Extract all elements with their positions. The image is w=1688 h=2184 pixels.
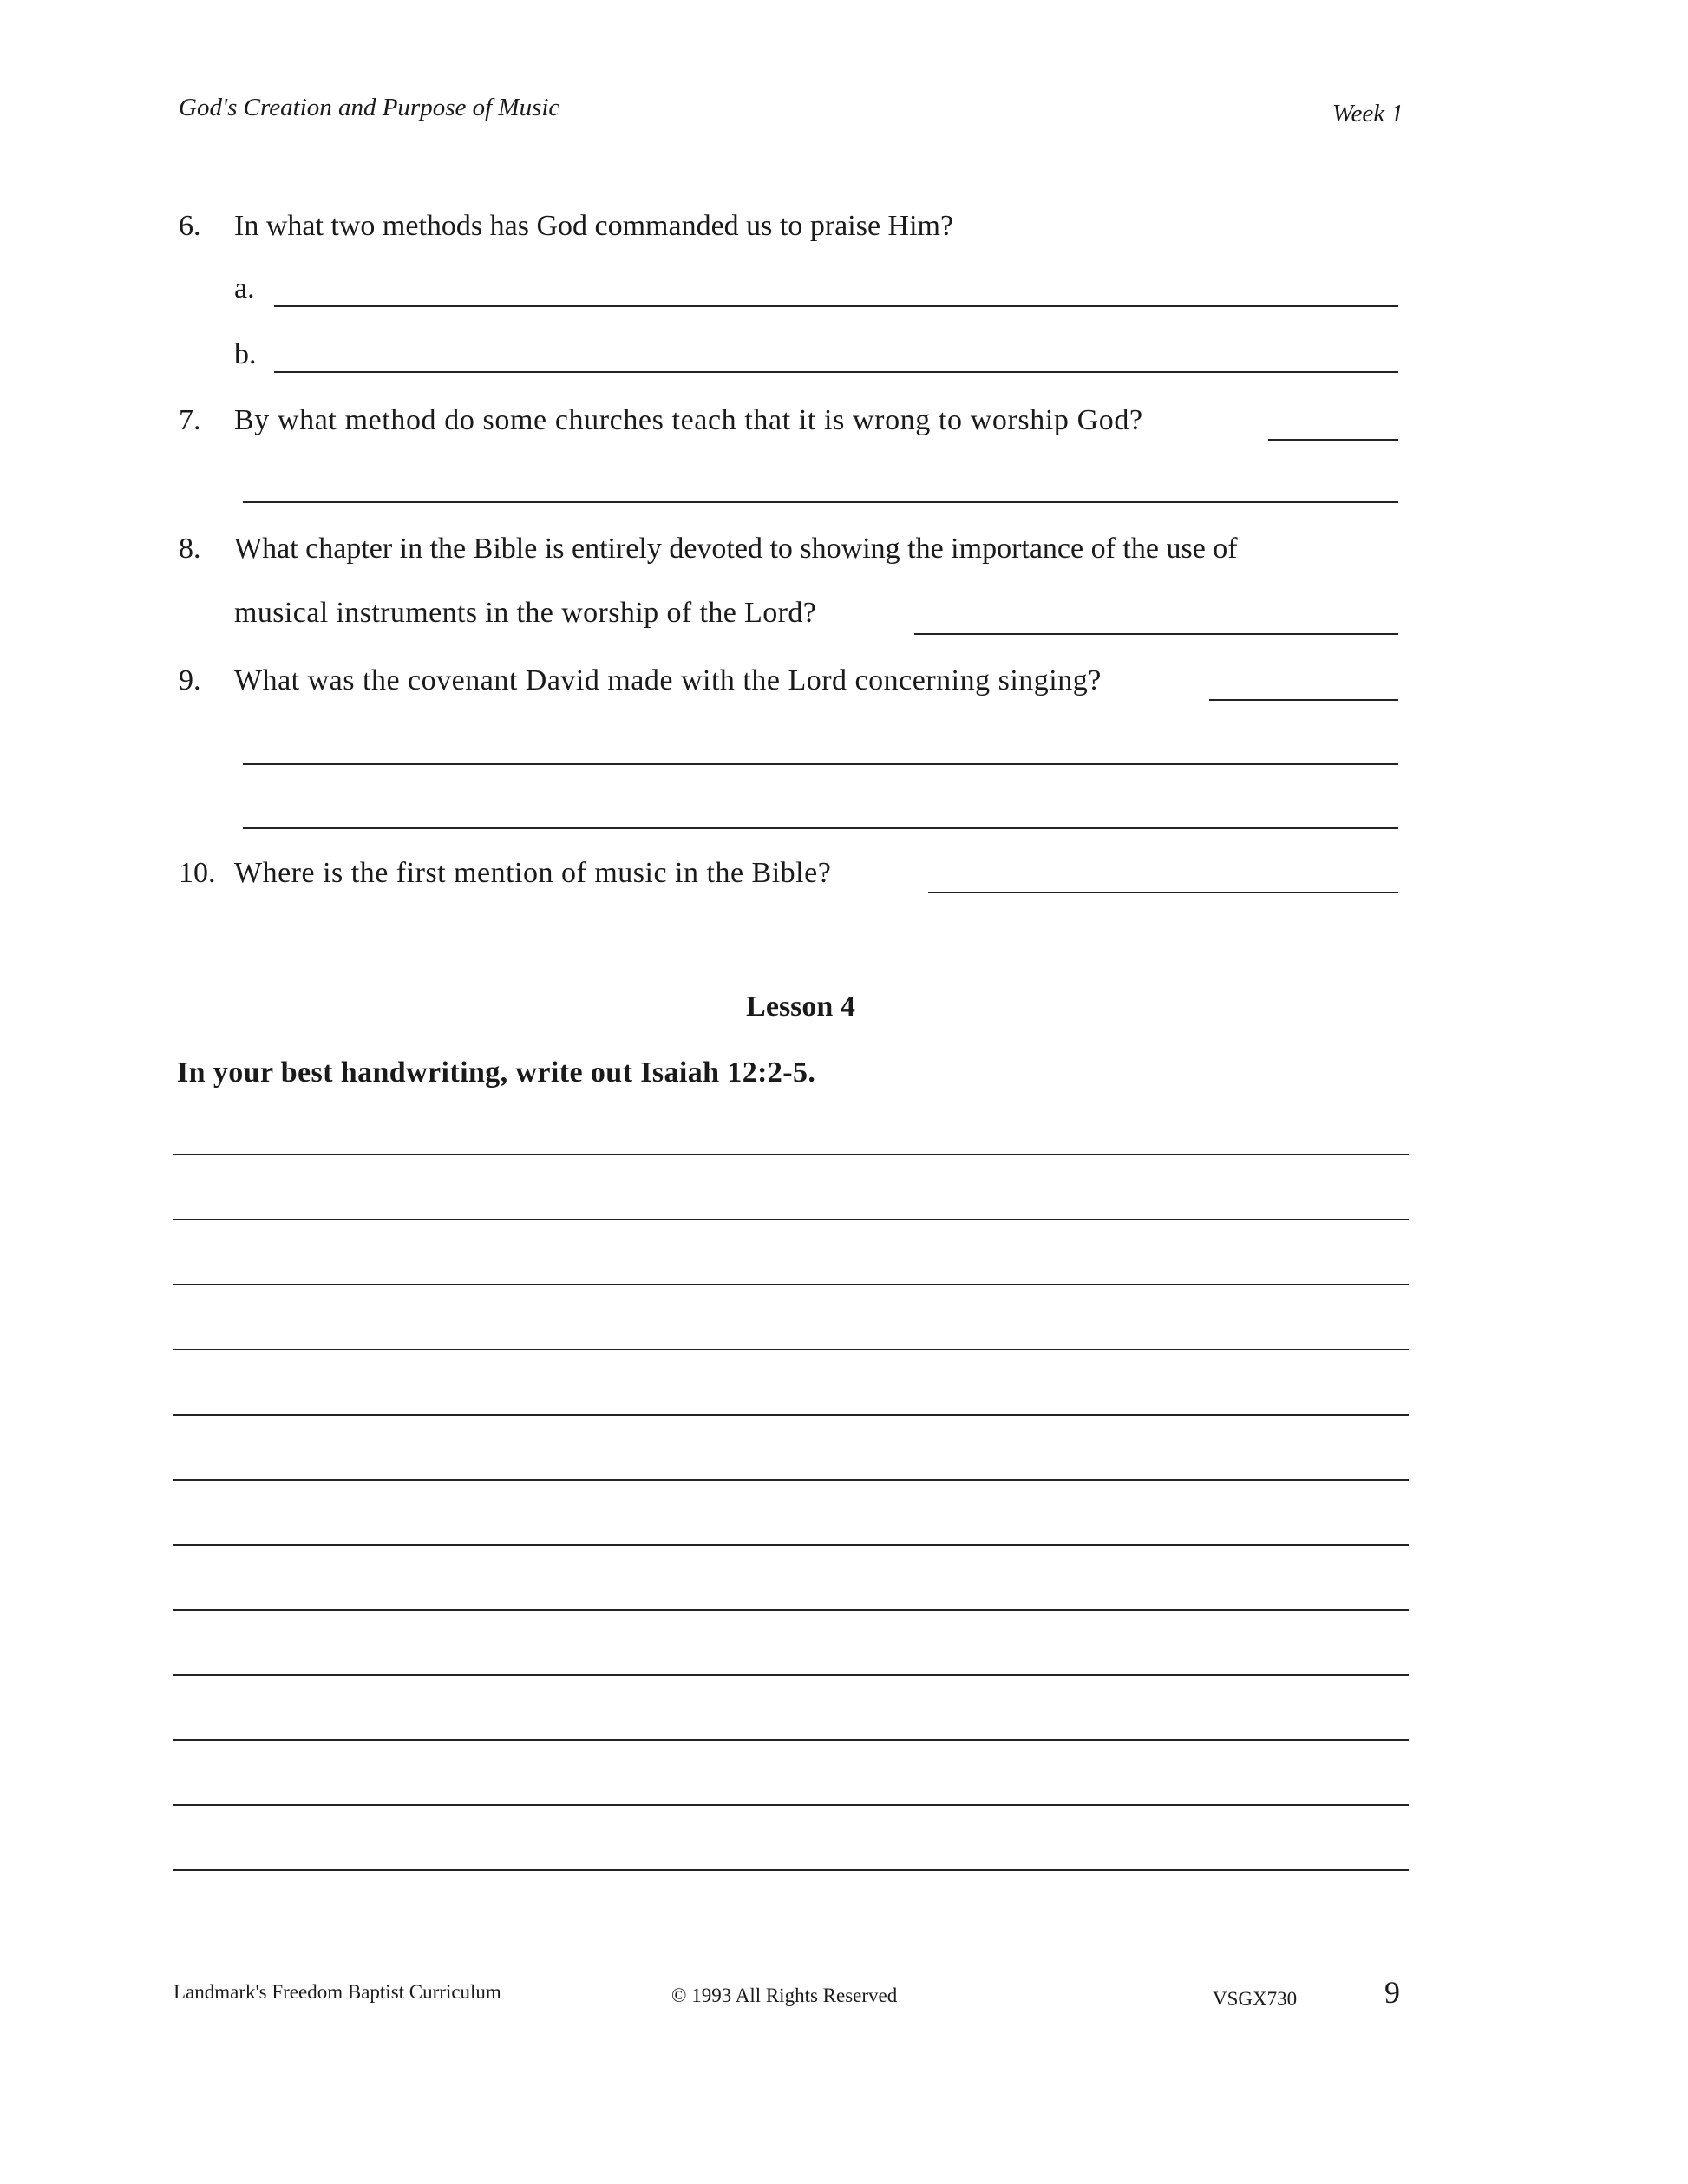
question-text: Where is the first mention of music in the Bible? [234, 857, 832, 889]
footer-code: VSGX730 [1213, 1988, 1298, 2010]
writing-line[interactable] [173, 1609, 1409, 1611]
answer-line[interactable] [243, 501, 1398, 503]
question-number: 9. [179, 664, 201, 696]
answer-line[interactable] [1268, 439, 1398, 441]
footer-publisher: Landmark's Freedom Baptist Curriculum [173, 1981, 501, 2003]
writing-line[interactable] [173, 1869, 1409, 1871]
question-text: In what two methods has God commanded us to praise Him? [234, 210, 954, 242]
answer-line[interactable] [1209, 699, 1398, 701]
lesson-instruction: In your best handwriting, write out Isaiah 12:2-5. [177, 1056, 816, 1089]
writing-line[interactable] [173, 1739, 1409, 1741]
answer-line-a[interactable] [274, 305, 1398, 307]
question-number: 8. [179, 533, 201, 565]
lesson-title: Lesson 4 [746, 991, 855, 1023]
answer-line-b[interactable] [274, 371, 1398, 373]
question-text: What was the covenant David made with the Lord concerning singing? [234, 664, 1102, 696]
writing-line[interactable] [173, 1544, 1409, 1546]
writing-line[interactable] [173, 1349, 1409, 1350]
running-header-title: God's Creation and Purpose of Music [179, 94, 560, 121]
writing-line[interactable] [173, 1804, 1409, 1806]
question-text: By what method do some churches teach that it is wrong to worship God? [234, 404, 1143, 436]
answer-label-b: b. [234, 338, 257, 370]
footer-copyright: © 1993 All Rights Reserved [671, 1985, 898, 2006]
writing-line[interactable] [173, 1414, 1409, 1416]
question-number: 7. [179, 404, 201, 436]
writing-line[interactable] [173, 1674, 1409, 1676]
writing-line[interactable] [173, 1219, 1409, 1220]
question-number: 6. [179, 210, 201, 242]
answer-line[interactable] [928, 892, 1398, 893]
running-header-week: Week 1 [1332, 100, 1403, 128]
answer-line[interactable] [243, 763, 1398, 765]
writing-line[interactable] [173, 1154, 1409, 1155]
question-text: What chapter in the Bible is entirely devoted to showing the importance of the use of [234, 533, 1238, 565]
writing-line[interactable] [173, 1284, 1409, 1285]
answer-label-a: a. [234, 272, 255, 304]
question-number: 10. [179, 857, 216, 889]
answer-line[interactable] [914, 633, 1398, 635]
question-text-continued: musical instruments in the worship of the Lord? [234, 597, 817, 629]
answer-line[interactable] [243, 827, 1398, 829]
page-number: 9 [1384, 1975, 1400, 2010]
writing-line[interactable] [173, 1479, 1409, 1481]
